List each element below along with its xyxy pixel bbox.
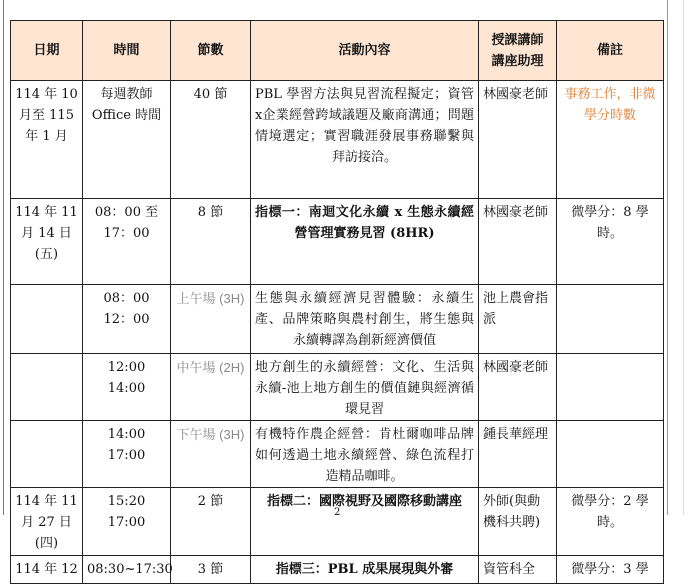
header-content: 活動內容 [251, 21, 479, 81]
cell-date: 114 年 11 月 27 日 (四) [11, 488, 83, 556]
cell-time: 08:30~17:30 [83, 556, 171, 584]
cell-note: 微學分：3 學 [557, 556, 664, 584]
cell-note [557, 421, 664, 488]
cell-date [11, 354, 83, 421]
cell-periods: 2 節 [171, 488, 251, 556]
cell-lecturer: 鍾長華經理 [479, 421, 557, 488]
cell-lecturer: 林國豪老師 [479, 81, 557, 199]
header-lecturer-line: 授課講師 [491, 32, 544, 48]
schedule-table [10, 20, 664, 584]
header-assistant-line: 講座助理 [491, 53, 544, 69]
scrollbar-track[interactable] [683, 0, 684, 515]
table-row [11, 285, 664, 354]
cell-content: 地方創生的永續經營：文化、生活與永續-池上地方創生的價值鏈與經濟循環見習 [251, 354, 479, 421]
header-note: 備註 [557, 21, 664, 81]
cell-note: 事務工作，非微學分時數 [557, 81, 664, 199]
table-header-row [11, 21, 664, 81]
table-row [11, 488, 664, 556]
header-time: 時間 [83, 21, 171, 81]
table-row [11, 421, 664, 488]
cell-content: 指標三：PBL 成果展現與外審 [251, 556, 479, 584]
page-number: 2 [334, 507, 341, 518]
header-periods: 節數 [171, 21, 251, 81]
cell-content: 指標一：南迴文化永續 x 生態永續經營管理實務見習 (8HR) [251, 199, 479, 285]
cell-note: 微學分：2 學時。 [557, 488, 664, 556]
cell-date: 114 年 11 月 14 日 (五) [11, 199, 83, 285]
cell-content: PBL 學習方法與見習流程擬定；資管x企業經營跨域議題及廠商溝通；問題情境選定；實習職涯發展事務聯繫與拜訪接洽。 [251, 81, 479, 199]
cell-date: 114 年 12 [11, 556, 83, 584]
cell-time: 08：00 12：00 [83, 285, 171, 354]
header-lecturer [479, 21, 557, 81]
cell-time: 15:20 17:00 [83, 488, 171, 556]
cell-content: 有機特作農企經營：肯杜爾咖啡品牌如何透過土地永續經營、綠色流程打造精品咖啡。 [251, 421, 479, 488]
cell-lecturer: 外師(與動機科共聘) [479, 488, 557, 556]
cell-lecturer: 林國豪老師 [479, 354, 557, 421]
cell-note [557, 285, 664, 354]
cell-periods: 下午場 (3H) [171, 421, 251, 488]
cell-periods: 中午場 (2H) [171, 354, 251, 421]
table-row [11, 556, 664, 584]
header-date: 日期 [11, 21, 83, 81]
cell-lecturer: 林國豪老師 [479, 199, 557, 285]
cell-periods: 8 節 [171, 199, 251, 285]
cell-note: 微學分：8 學時。 [557, 199, 664, 285]
cell-periods: 上午場 (3H) [171, 285, 251, 354]
cell-note [557, 354, 664, 421]
cell-date [11, 421, 83, 488]
cell-time: 12:00 14:00 [83, 354, 171, 421]
cell-time: 14:00 17:00 [83, 421, 171, 488]
page-edge [3, 0, 4, 515]
cell-content: 生態與永續經濟見習體驗：永續生產、品牌策略與農村創生，將生態與永續轉譯為創新經濟價值 [251, 285, 479, 354]
table-row [11, 199, 664, 285]
cell-date [11, 285, 83, 354]
table-row [11, 354, 664, 421]
table-row [11, 81, 664, 199]
page-edge [667, 0, 668, 515]
cell-content: 指標二：國際視野及國際移動講座 [251, 488, 479, 556]
cell-periods: 40 節 [171, 81, 251, 199]
cell-lecturer: 資管科全 [479, 556, 557, 584]
cell-time: 08：00 至 17：00 [83, 199, 171, 285]
cell-time: 每週教師 Office 時間 [83, 81, 171, 199]
cell-lecturer: 池上農會指派 [479, 285, 557, 354]
cell-periods: 3 節 [171, 556, 251, 584]
cell-date: 114 年 10 月至 115 年 1 月 [11, 81, 83, 199]
